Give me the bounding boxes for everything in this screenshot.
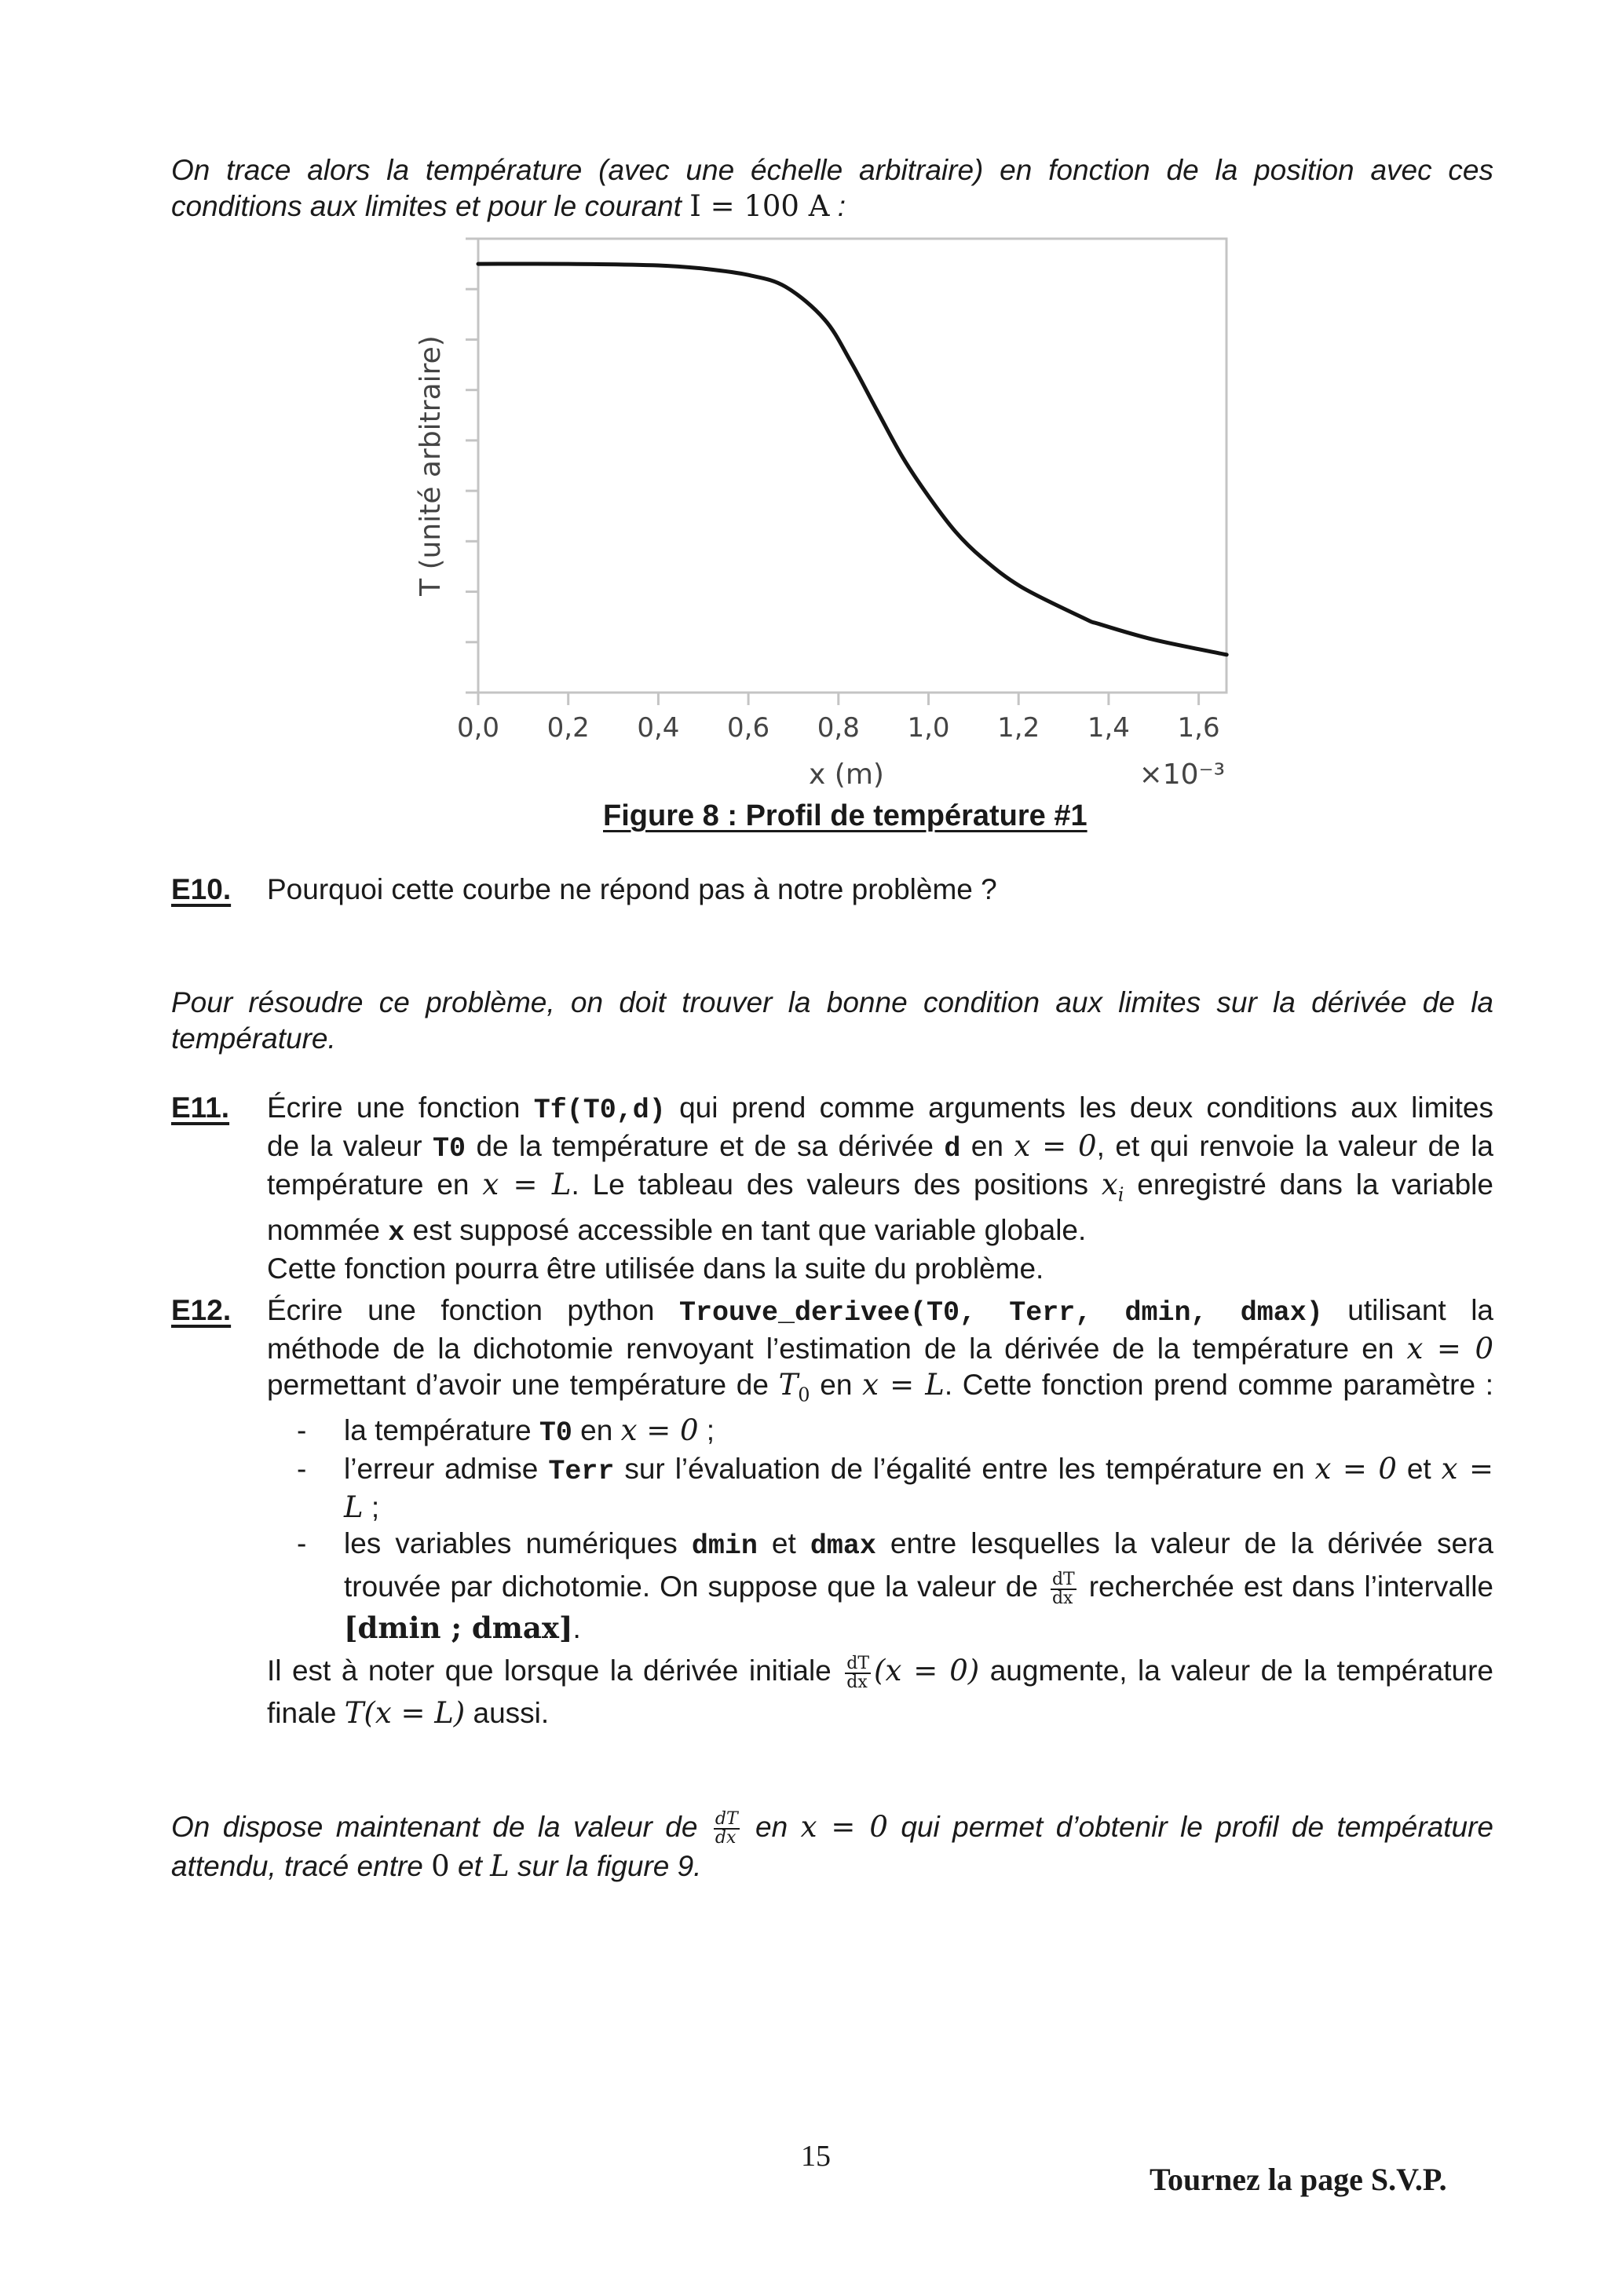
x-tick-label: 0,0 xyxy=(456,712,500,744)
x-axis-label: x (m) xyxy=(809,759,884,791)
transition-paragraph: Pour résoudre ce problème, on doit trouver la bonne condition aux limites sur la dérivée de la température. xyxy=(171,986,1493,1055)
question-text-e10: Pourquoi cette courbe ne répond pas à notre problème ? xyxy=(267,873,997,905)
param-item-t0: - la température T0 en x = 0 ; xyxy=(297,1413,715,1450)
derivative-fraction-initial: $\frac{dT}{dx}$ xyxy=(846,1653,870,1692)
code-trouve-derivee: Trouve_derivee(T0, Terr, dmin, dmax) xyxy=(679,1297,1323,1329)
x-tick-label: 1,6 xyxy=(1177,712,1220,744)
current-value: I = 100 A xyxy=(689,189,830,223)
question-label-e11: E11. xyxy=(171,1091,230,1124)
temperature-profile-chart xyxy=(0,0,1623,793)
y-axis-label: T (unité arbitraire) xyxy=(415,335,447,596)
x-tick-label: 1,2 xyxy=(997,712,1040,744)
question-e10 xyxy=(171,872,1493,908)
question-label-e12: E12. xyxy=(171,1294,232,1326)
interval: [dmin ; dmax] xyxy=(344,1610,573,1646)
page-number: 15 xyxy=(801,2140,831,2173)
x-tick-label: 0,2 xyxy=(546,712,590,744)
x-tick-label: 1,0 xyxy=(907,712,950,744)
plot-frame xyxy=(478,239,1226,693)
x-axis-multiplier: ×10⁻³ xyxy=(1139,759,1225,791)
code-tf: Tf(T0,d) xyxy=(533,1095,666,1126)
param-item-dmin-dmax: - les variables numériques dmin et dmax entre lesquelles la valeur de la dérivée sera trouvée par dichotomie. On suppose que la valeur de $\frac{dT}{dx}$ recherchée est dans l’intervalle [dmin ; dmax]. xyxy=(297,1527,1493,1646)
turn-page-note: Tournez la page S.V.P. xyxy=(1150,2162,1447,2197)
question-label-e10: E10. xyxy=(171,873,232,905)
x-tick-label: 0,8 xyxy=(817,712,860,744)
derivative-fraction-conclusion: $\frac{dT}{dx}$ xyxy=(715,1809,738,1848)
conclusion-paragraph: On dispose maintenant de la valeur de $\frac{dT}{dx}$ en x = 0 qui permet d’obtenir le profil de température attendu, tracé entre 0 et L sur la figure 9. xyxy=(171,1809,1494,1883)
param-item-terr: - l’erreur admise Terr sur l’évaluation de l’égalité entre les température en x = 0 et x = L ; xyxy=(297,1452,1493,1525)
x-tick-labels xyxy=(457,712,1220,744)
x-tick-label: 0,6 xyxy=(727,712,770,744)
figure-caption: Figure 8 : Profil de température #1 xyxy=(603,799,1087,832)
temperature-curve xyxy=(478,264,1226,655)
intro-line-2: conditions aux limites et pour le courant I = 100 A : xyxy=(171,189,846,223)
x-ticks xyxy=(478,693,1199,705)
derivative-fraction: $\frac{dT}{dx}$ xyxy=(1051,1569,1075,1608)
x-tick-label: 1,4 xyxy=(1087,712,1130,744)
param-list xyxy=(267,1413,1493,1647)
x-tick-label: 0,4 xyxy=(637,712,680,744)
question-e11: E11. Écrire une fonction Tf(T0,d) qui prend comme arguments les deux conditions aux limites de la valeur T0 de la température et de sa dérivée d en x = 0, et qui renvoie la valeur de la température en x = L. Le tableau des valeurs des positions $x_i$ enregistré dans la variable nommée x est supposé accessible en tant que variable globale. Cette fonction pourra être utilisée dans la suite du problème. xyxy=(171,1091,1493,1285)
question-e12: E12. Écrire une fonction python Trouve_derivee(T0, Terr, dmin, dmax) utilisant la méthode de la dichotomie renvoyant l’estimation de la dérivée de la température en x = 0 permettant d’avoir une température de $T_0$ en x = L. Cette fonction prend comme paramètre : - la température T0 en x = 0 ; - l’erreur admise Terr sur l’évaluation de l’égalité entre les température en x = 0 et x = L ; - les variables numériques dmin et dmax entre lesquelles la valeur de la dérivée sera trouvée par dichotomie. On suppose que la valeur de $\frac{dT}{dx}$ recherchée est dans l’intervalle [dmin ; dmax]. Il est à noter que lorsque la dérivée initiale $\frac{dT}{dx}$ (x = 0) augmente, la valeur de la température finale T(x = L) aussi. xyxy=(171,1294,1493,1731)
intro-line-1: On trace alors la température (avec une échelle arbitraire) en fonction de la position avec ces xyxy=(171,154,1493,186)
y-ticks xyxy=(466,239,478,693)
